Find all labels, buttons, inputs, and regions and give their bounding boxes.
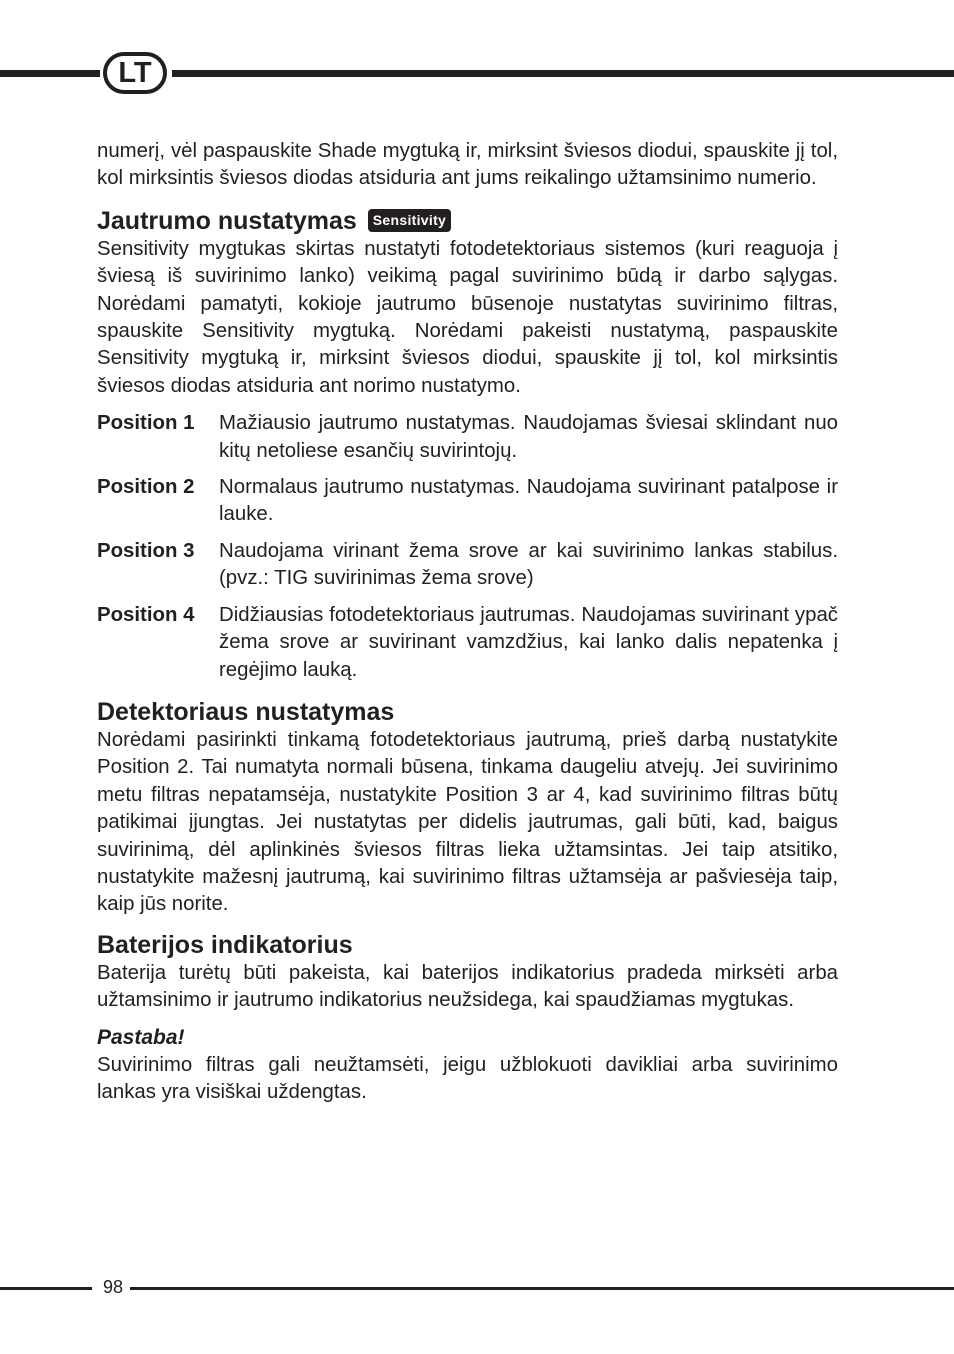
detector-heading: Detektoriaus nustatymas — [97, 697, 395, 726]
position-item — [97, 538, 838, 593]
position-description: Normalaus jautrumo nustatymas. Naudojama suvirinant patalpose ir lauke. — [219, 476, 838, 526]
detector-paragraph: Norėdami pasirinkti tinkamą fotodetektoriaus jautrumą, prieš darbą nustatykite Position 2. Tai numatyta normali būsena, tinkama daugeliu atvejų. Jei suvirinimo metu filtras nepatamsėja, nustatykite Position 3 ar 4, kad suvirinimo filtras būtų patikimai įjungtas. Jei nustatytas per didelis jautrumas, gali būti, kad, baigus suvirinimą, dėl aplinkinės šviesos filtras lieka užtamsintas. Jei taip atsitiko, nustatykite mažesnį jautrumą, kai suvirinimo filtras užtamsėja ar pašviesėja taip, kaip jūs norite. — [97, 728, 838, 916]
battery-paragraph: Baterija turėtų būti pakeista, kai baterijos indikatorius pradeda mirksėti arba užtamsinimo ir jautrumo indikatorius neužsidega, kai spaudžiamas mygtukas. — [97, 961, 838, 1012]
position-description: Naudojama virinant žema srove ar kai suvirinimo lankas stabilus. (pvz.: TIG suvirinimas žema srove) — [219, 539, 838, 590]
position-label: Position 3 — [97, 539, 195, 562]
sensitivity-heading — [97, 206, 838, 236]
intro-paragraph: numerį, vėl paspauskite Shade mygtuką ir, mirksint šviesos diodui, spauskite jį tol, kol mirksintis šviesos diodas atsiduria ant jums reikalingo užtamsinimo numerio. — [97, 140, 838, 190]
note-paragraph: Suvirinimo filtras gali neužtamsėti, jeigu užblokuoti davikliai arba suvirinimo lankas yra visiškai uždengtas. — [97, 1053, 838, 1103]
position-label: Position 1 — [97, 412, 195, 435]
sensitivity-paragraph: Sensitivity mygtukas skirtas nustatyti fotodetektoriaus sistemos (kuri reaguoja į šviesą iš suvirinimo lanko) veikimą pagal suvirinimo būdą ir darbo sąlygas. Norėdami pamatyti, kokioje jautrumo būsenoje nustatytas suvirinimo filtras, spauskite Sensitivity mygtuką. Norėdami pakeisti nustatymą, paspauskite Sensitivity mygtuką ir, mirksint šviesos diodui, spauskite jį tol, kol mirksintis šviesos diodas atsiduria ant norimo nustatymo. — [97, 237, 838, 397]
position-item — [97, 410, 838, 465]
language-code: LT — [118, 56, 152, 89]
footer-rule-right — [130, 1287, 954, 1290]
position-item — [97, 474, 838, 529]
position-description: Didžiausias fotodetektoriaus jautrumas. Naudojamas suvirinant ypač žema srove ar suvirinant vamzdžius, kai lanko dalis nepatenka į regėjimo lauką. — [219, 603, 838, 681]
sensitivity-button-badge: Sensitivity — [368, 209, 451, 232]
position-description: Mažiausio jautrumo nustatymas. Naudojamas šviesai sklindant nuo kitų netoliese esančių suvirintojų. — [219, 412, 838, 462]
sensitivity-heading-text: Jautrumo nustatymas — [97, 206, 357, 235]
battery-heading: Baterijos indikatorius — [97, 930, 353, 959]
position-label: Position 4 — [97, 603, 195, 626]
language-badge — [103, 52, 167, 94]
page-content — [97, 138, 838, 1106]
note-title: Pastaba! — [97, 1025, 185, 1049]
page-number: 98 — [102, 1277, 124, 1297]
header-rule-right — [172, 70, 954, 77]
position-list — [97, 410, 838, 684]
position-label: Position 2 — [97, 476, 195, 499]
footer-rule-left — [0, 1287, 92, 1290]
header-rule-left — [0, 70, 100, 77]
position-item — [97, 602, 838, 684]
